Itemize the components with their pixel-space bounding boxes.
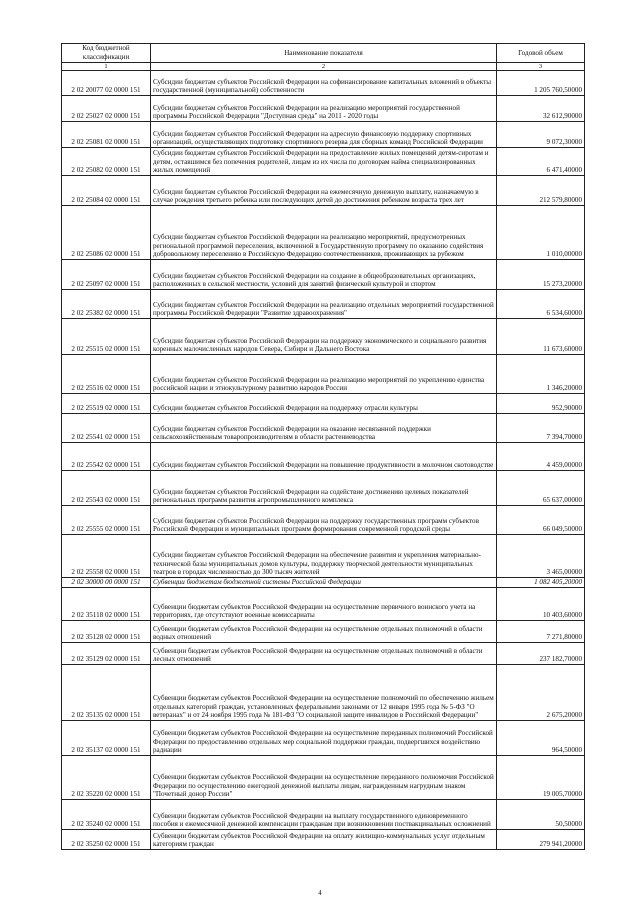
row-code: 2 02 25519 02 0000 151 xyxy=(62,394,151,414)
row-volume: 65 637,00000 xyxy=(497,471,585,506)
row-name: Субсидии бюджетам субъектов Российской Федерации на адресную финансовую поддержку спортивных организаций, осуществляющих подготовку спортивного резерва для сборных команд Российской Федерации xyxy=(151,122,497,148)
row-name: Субсидии бюджетам субъектов Российской Федерации на обеспечение развития и укрепления материально-технической базы муниципальных домов культуры, поддержку творческой деятельности муниципальных театров в городах численностью до 300 тысяч жителей xyxy=(151,535,497,578)
row-code: 2 02 20077 02 0000 151 xyxy=(62,71,151,96)
row-volume: 15 273,20000 xyxy=(497,260,585,290)
row-code: 2 02 25081 02 0000 151 xyxy=(62,122,151,148)
row-volume: 32 612,90000 xyxy=(497,96,585,122)
row-code: 2 02 35128 02 0000 151 xyxy=(62,621,151,643)
row-name: Субсидии бюджетам субъектов Российской Федерации на поддержку отрасли культуры xyxy=(151,394,497,414)
row-name: Субсидии бюджетам субъектов Российской Федерации на оказание несвязанной поддержки сельскохозяйственным товаропроизводителям в области растениеводства xyxy=(151,414,497,443)
row-volume: 1 082 405,20000 xyxy=(497,578,585,588)
header-name: Наименование показателя xyxy=(151,44,497,63)
index-cell: 3 xyxy=(497,63,585,71)
header-volume: Годовой объем xyxy=(497,44,585,63)
header-code-line1: Код бюджетной xyxy=(82,44,130,53)
index-row xyxy=(62,63,585,71)
table-row xyxy=(62,355,585,394)
row-volume: 212 579,80000 xyxy=(497,176,585,206)
row-volume: 7 271,80000 xyxy=(497,621,585,643)
header-code-line2: классификации xyxy=(82,53,130,61)
row-volume: 66 049,50000 xyxy=(497,506,585,535)
table-row xyxy=(62,394,585,414)
row-code: 2 02 35220 02 0000 151 xyxy=(62,756,151,800)
row-code: 2 02 25543 02 0000 151 xyxy=(62,471,151,506)
row-code: 2 02 35250 02 0000 151 xyxy=(62,830,151,850)
row-code: 2 02 25542 02 0000 151 xyxy=(62,443,151,471)
index-cell: 1 xyxy=(62,63,151,71)
row-code: 2 02 25555 02 0000 151 xyxy=(62,506,151,535)
row-code: 2 02 25086 02 0000 151 xyxy=(62,206,151,260)
row-code: 2 02 35135 02 0000 151 xyxy=(62,665,151,721)
row-volume: 7 394,70000 xyxy=(497,414,585,443)
table-row xyxy=(62,830,585,850)
row-name: Субсидии бюджетам субъектов Российской Федерации на поддержку экономического и социального развития коренных малочисленных народов Севера, Сибири и Дальнего Востока xyxy=(151,319,497,355)
row-name: Субсидии бюджетам субъектов Российской Федерации на реализацию мероприятий государственной программы Российской Федерации "Доступная среда" на 2011 - 2020 годы xyxy=(151,96,497,122)
row-name: Субвенции бюджетам субъектов Российской Федерации на оплату жилищно-коммунальных услуг отдельным категориям граждан xyxy=(151,830,497,850)
row-name: Субвенции бюджетам субъектов Российской Федерации на осуществление отдельных полномочий в области водных отношений xyxy=(151,621,497,643)
row-code: 2 02 35137 02 0000 151 xyxy=(62,721,151,756)
table-row xyxy=(62,800,585,830)
table-row xyxy=(62,665,585,721)
table-row xyxy=(62,471,585,506)
row-code: 2 02 25382 02 0000 151 xyxy=(62,290,151,319)
row-volume: 4 459,00000 xyxy=(497,443,585,471)
row-volume: 50,50000 xyxy=(497,800,585,830)
row-code: 2 02 25515 02 0000 151 xyxy=(62,319,151,355)
row-name: Субсидии бюджетам субъектов Российской Федерации на поддержку государственных программ субъектов Российской Федерации и муниципальных программ формирования современной городской среды xyxy=(151,506,497,535)
row-volume: 9 072,30000 xyxy=(497,122,585,148)
table-row xyxy=(62,643,585,665)
row-name: Субсидии бюджетам субъектов Российской Федерации на повышение продуктивности в молочном скотоводстве xyxy=(151,443,497,471)
row-name: Субсидии бюджетам субъектов Российской Федерации на содействие достижению целевых показателей региональных программ развития агропромышленного комплекса xyxy=(151,471,497,506)
row-volume: 6 534,60000 xyxy=(497,290,585,319)
page-number: 4 xyxy=(318,889,322,897)
row-code: 2 02 35240 02 0000 151 xyxy=(62,800,151,830)
row-code: 2 02 35129 02 0000 151 xyxy=(62,643,151,665)
table-row xyxy=(62,290,585,319)
row-name: Субсидии бюджетам субъектов Российской Федерации на предоставление жилых помещений детям-сиротам и детям, оставшимся без попечения родителей, лицам из их числа по договорам найма специализированных жилых помещений xyxy=(151,148,497,176)
table-row xyxy=(62,260,585,290)
table-row xyxy=(62,71,585,96)
row-name: Субсидии бюджетам субъектов Российской Федерации на создание в общеобразовательных организациях, расположенных в сельской местности, условий для занятий физической культурой и спортом xyxy=(151,260,497,290)
table-row xyxy=(62,414,585,443)
row-volume: 10 403,60000 xyxy=(497,588,585,621)
row-code: 2 02 25084 02 0000 151 xyxy=(62,176,151,206)
row-code: 2 02 35118 02 0000 151 xyxy=(62,588,151,621)
row-volume: 1 205 760,50000 xyxy=(497,71,585,96)
row-name: Субсидии бюджетам субъектов Российской Федерации на реализацию мероприятий, предусмотренных региональной программой переселения, включенной в Государственную программу по оказанию содействия добровольному переселению в Российскую Федерацию соотечественников, проживающих за рубежом xyxy=(151,206,497,260)
row-volume: 19 005,70000 xyxy=(497,756,585,800)
index-cell: 2 xyxy=(151,63,497,71)
table-row xyxy=(62,588,585,621)
row-volume: 237 182,70000 xyxy=(497,643,585,665)
table-row xyxy=(62,443,585,471)
table-row xyxy=(62,535,585,578)
row-name: Субсидии бюджетам субъектов Российской Федерации на ежемесячную денежную выплату, назначаемую в случае рождения третьего ребенка или последующих детей до достижения ребенком возраста трех лет xyxy=(151,176,497,206)
row-name: Субвенции бюджетам субъектов Российской Федерации на осуществление переданного полномочия Российской Федерации по осуществлению ежегодной денежной выплаты лицам, награжденным нагрудным знаком "Почетный донор России" xyxy=(151,756,497,800)
table-row xyxy=(62,756,585,800)
row-volume: 1 346,20000 xyxy=(497,355,585,394)
table-row xyxy=(62,122,585,148)
row-name: Субсидии бюджетам субъектов Российской Федерации на реализацию мероприятий по укреплению единства российской нации и этнокультурному развитию народов России xyxy=(151,355,497,394)
table-row xyxy=(62,721,585,756)
row-name: Субсидии бюджетам субъектов Российской Федерации на софинансирование капитальных вложений в объекты государственной (муниципальной) собственности xyxy=(151,71,497,96)
row-code: 2 02 30000 00 0000 151 xyxy=(62,578,151,588)
row-code: 2 02 25516 02 0000 151 xyxy=(62,355,151,394)
table-row xyxy=(62,319,585,355)
row-volume: 1 010,00000 xyxy=(497,206,585,260)
row-code: 2 02 25541 02 0000 151 xyxy=(62,414,151,443)
header-code xyxy=(62,44,151,63)
row-volume: 3 465,00000 xyxy=(497,535,585,578)
row-name: Субвенции бюджетам бюджетной системы Российской Федерации xyxy=(151,578,497,588)
row-name: Субвенции бюджетам субъектов Российской Федерации на осуществление переданных полномочий Российской Федерации по предоставлению отдельных мер социальной поддержки граждан, подвергшихся воздействию радиации xyxy=(151,721,497,756)
table-row xyxy=(62,96,585,122)
row-volume: 2 675,20000 xyxy=(497,665,585,721)
row-code: 2 02 25097 02 0000 151 xyxy=(62,260,151,290)
row-volume: 6 471,40000 xyxy=(497,148,585,176)
row-name: Субвенции бюджетам субъектов Российской Федерации на осуществление полномочий по обеспечению жильем отдельных категорий граждан, установленных федеральными законами от 12 января 1995 года № 5-ФЗ "О ветеранах" и от 24 ноября 1995 года № 181-ФЗ "О социальной защите инвалидов в Российской Федерации" xyxy=(151,665,497,721)
row-volume: 279 941,20000 xyxy=(497,830,585,850)
row-name: Субвенции бюджетам субъектов Российской Федерации на выплату государственного единовременного пособия и ежемесячной денежной компенсации гражданам при возникновении поствакцинальных осложнений xyxy=(151,800,497,830)
row-name: Субсидии бюджетам субъектов Российской Федерации на реализацию отдельных мероприятий государственной программы Российской Федерации "Развитие здравоохранения" xyxy=(151,290,497,319)
row-volume: 952,90000 xyxy=(497,394,585,414)
row-code: 2 02 25027 02 0000 151 xyxy=(62,96,151,122)
budget-table xyxy=(61,43,585,850)
row-volume: 964,50000 xyxy=(497,721,585,756)
table-row xyxy=(62,148,585,176)
table-row xyxy=(62,506,585,535)
row-name: Субвенции бюджетам субъектов Российской Федерации на осуществление отдельных полномочий в области лесных отношений xyxy=(151,643,497,665)
header-row xyxy=(62,44,585,63)
table-row xyxy=(62,578,585,588)
row-name: Субвенции бюджетам субъектов Российской Федерации на осуществление первичного воинского учета на территориях, где отсутствуют военные комиссариаты xyxy=(151,588,497,621)
table-row xyxy=(62,176,585,206)
row-volume: 11 673,60000 xyxy=(497,319,585,355)
table-row xyxy=(62,621,585,643)
table-row xyxy=(62,206,585,260)
row-code: 2 02 25082 02 0000 151 xyxy=(62,148,151,176)
row-code: 2 02 25558 02 0000 151 xyxy=(62,535,151,578)
